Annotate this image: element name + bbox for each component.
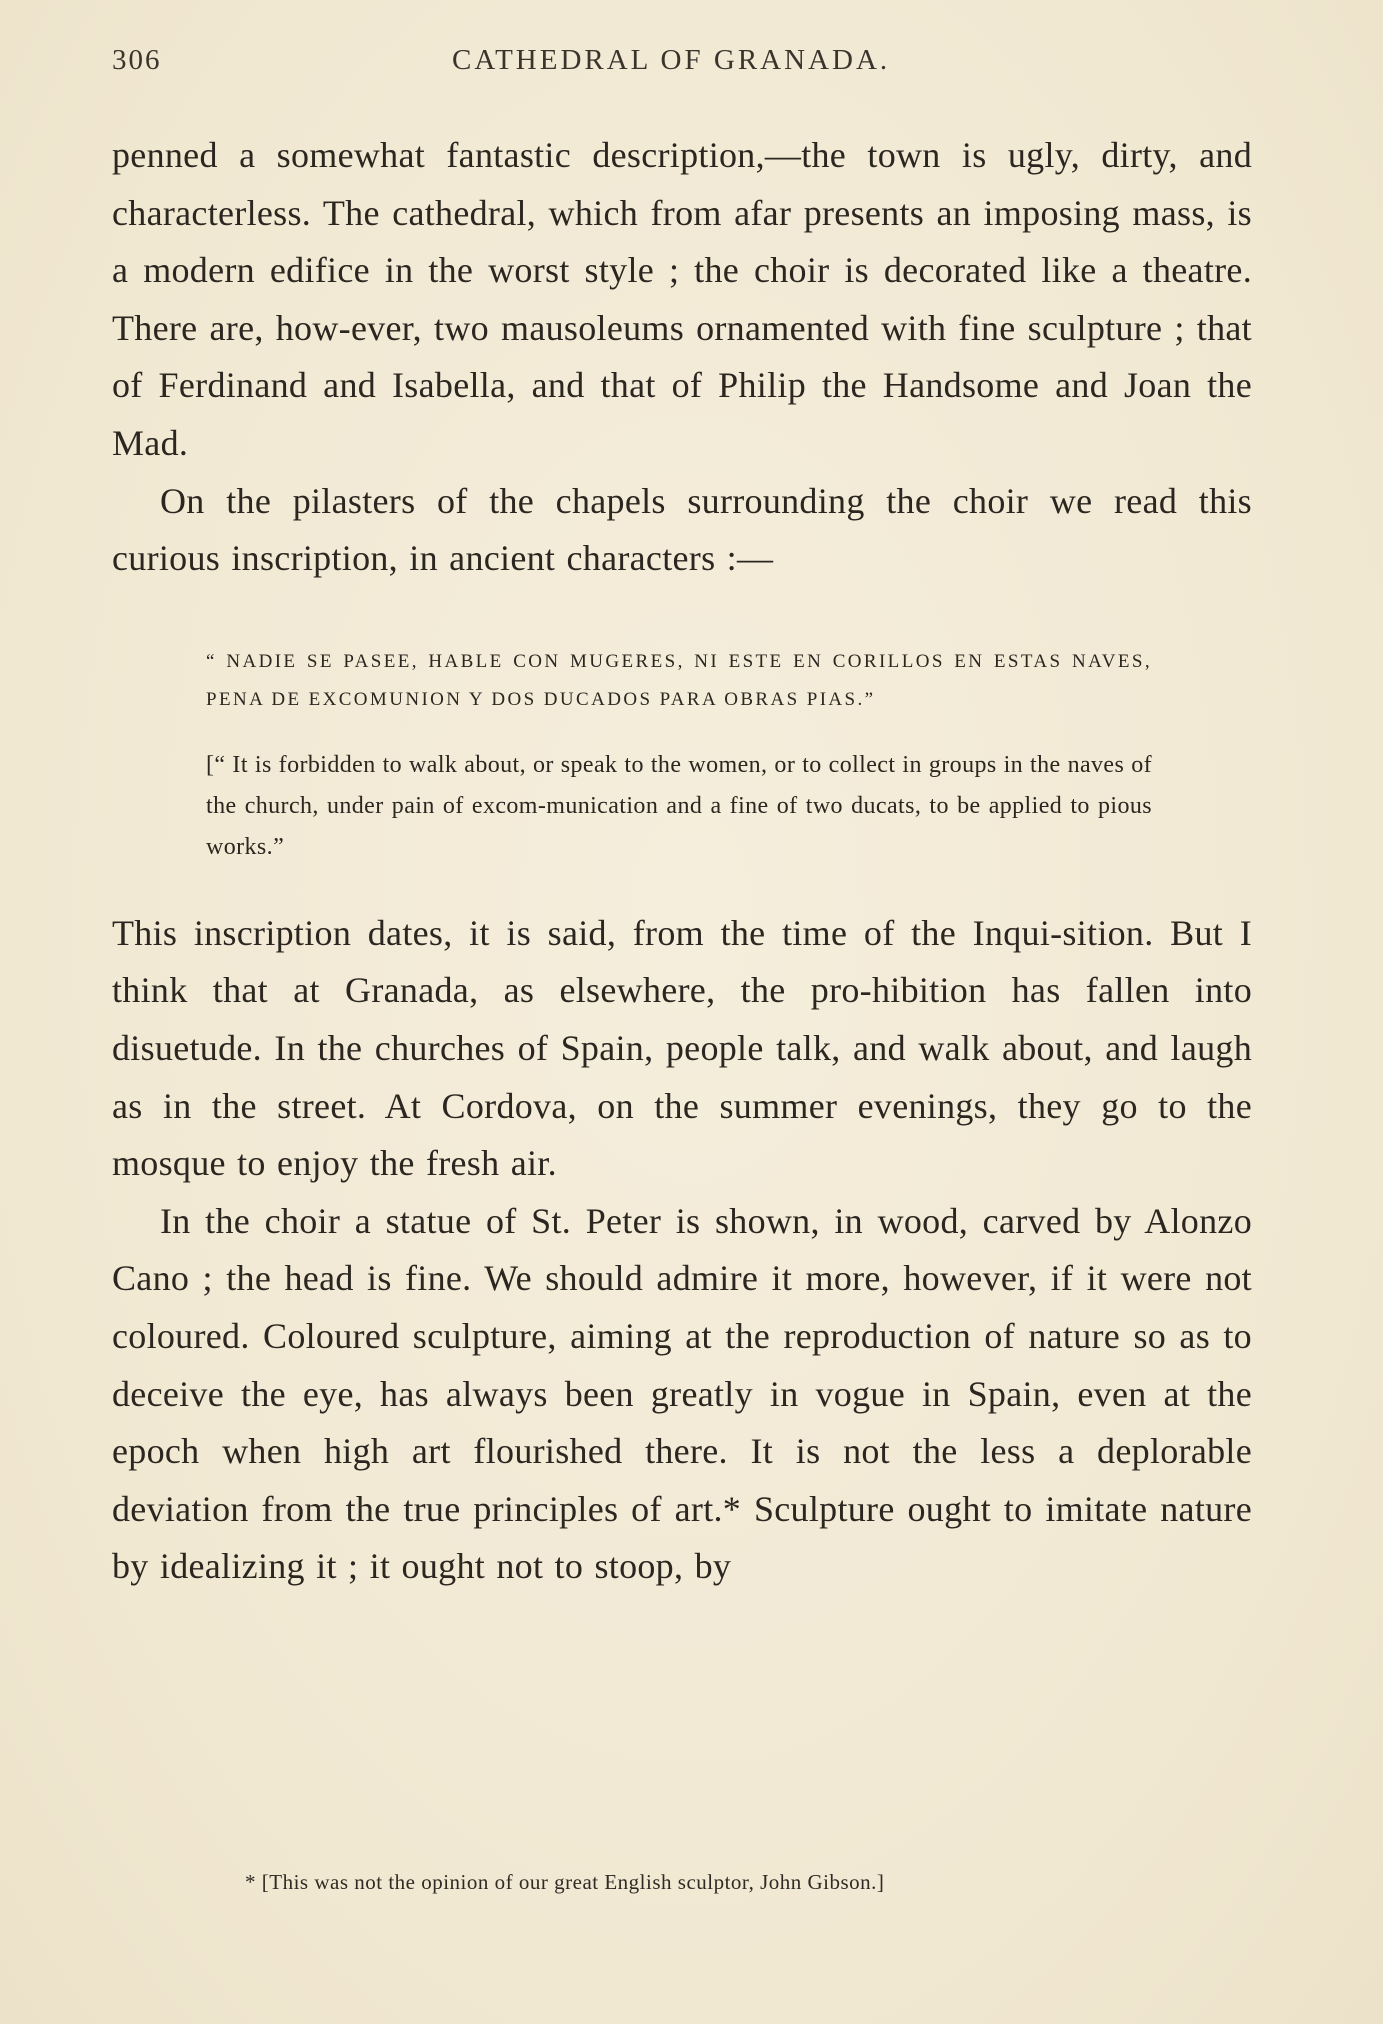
running-title: CATHEDRAL OF GRANADA. bbox=[452, 44, 891, 76]
paragraph-1: penned a somewhat fantastic description,—the town is ugly, dirty, and characterless. The cathedral, which from afar presents an imposing mass, is a modern edifice in the worst style ; the choir is decorated like a theatre. There are, how-ever, two mausoleums ornamented with fine sculpture ; that of Ferdinand and Isabella, and that of Philip the Handsome and Joan the Mad. bbox=[112, 135, 1252, 463]
page-header bbox=[112, 44, 1252, 94]
inscription-spanish: “ NADIE SE PASEE, HABLE CON MUGERES, NI ESTE EN CORILLOS EN ESTAS NAVES, PENA DE EXCOMUNION Y DOS DUCADOS PARA OBRAS PIAS.” bbox=[206, 650, 1152, 710]
page-body bbox=[112, 127, 1252, 1596]
inscription-block bbox=[206, 643, 1152, 868]
paragraph-3: This inscription dates, it is said, from the time of the Inqui-sition. But I think that at Granada, as elsewhere, the pro-hibition has fallen into disuetude. In the churches of Spain, people talk, and walk about, and laugh as in the street. At Cordova, on the summer evenings, they go to the mosque to enjoy the fresh air. bbox=[112, 912, 1252, 1184]
footnote: * [This was not the opinion of our great English sculptor, John Gibson.] bbox=[245, 1870, 885, 1894]
page-number: 306 bbox=[112, 44, 162, 76]
inscription-translation: [“ It is forbidden to walk about, or speak to the women, or to collect in groups in the naves of the church, under pain of excom-munication and a fine of two ducats, to be applied to pious works.” bbox=[206, 751, 1152, 860]
paragraph-4: In the choir a statue of St. Peter is shown, in wood, carved by Alonzo Cano ; the head is fine. We should admire it more, however, if it were not coloured. Coloured sculpture, aiming at the reproduction of nature so as to deceive the eye, has always been greatly in vogue in Spain, even at the epoch when high art flourished there. It is not the less a deplorable deviation from the true principles of art.* Sculpture ought to imitate nature by idealizing it ; it ought not to stoop, by bbox=[112, 1200, 1252, 1587]
paragraph-2: On the pilasters of the chapels surrounding the choir we read this curious inscription, in ancient characters :— bbox=[112, 480, 1252, 579]
